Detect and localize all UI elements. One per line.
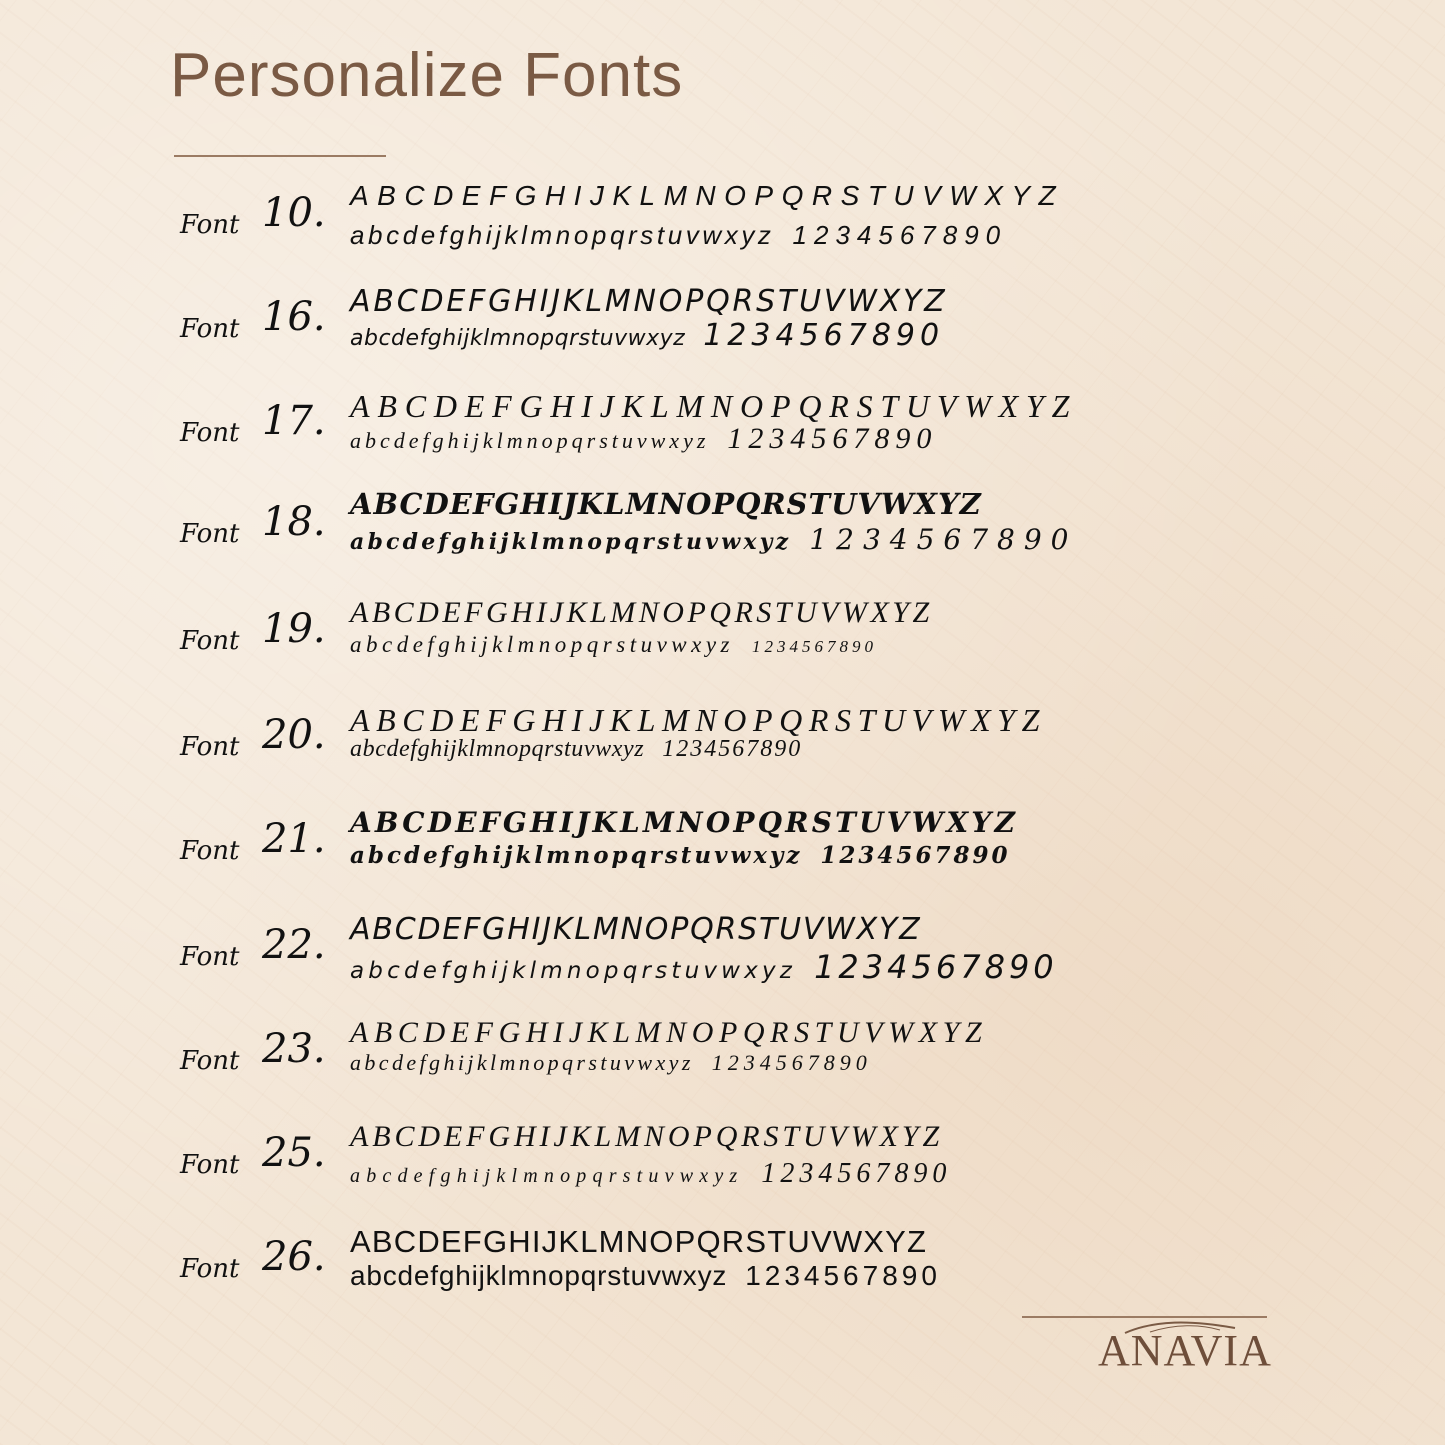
uppercase-sample: ABCDEFGHIJKLMNOPQRSTUVWXYZ [350,806,1019,839]
font-row-23 [0,1016,1445,1116]
font-label [180,922,340,982]
font-number: 10. [262,190,326,236]
font-row-18 [0,487,1445,587]
digits-sample: 1234567890 [820,842,1011,869]
font-word: Font [180,1046,240,1076]
font-row-20 [0,702,1445,802]
digits-sample: 1234567890 [727,422,938,455]
lowercase-sample: abcdefghijklmnopqrstuvwxyz [350,1260,728,1291]
digits-sample: 1234567890 [792,220,1008,250]
lowercase-digits-sample [350,842,1010,869]
lowercase-digits-sample [350,422,937,456]
uppercase-sample: ABCDEFGHIJKLMNOPQRSTUVWXYZ [350,702,1047,738]
uppercase-sample: ABCDEFGHIJKLMNOPQRSTUVWXYZ [350,388,1078,424]
lowercase-digits-sample [350,1260,941,1292]
lowercase-digits-sample [350,318,944,353]
brand-logo: ANAVIA [1098,1326,1272,1375]
lowercase-digits-sample [350,632,877,658]
font-row-26 [0,1224,1445,1324]
font-number: 21. [262,816,326,862]
lowercase-sample: abcdefghijklmnopqrstuvwxyz [350,326,686,351]
font-number: 17. [262,398,326,444]
digits-sample: 1234567890 [752,637,878,656]
uppercase-sample: ABCDEFGHIJKLMNOPQRSTUVWXYZ [350,1120,944,1153]
font-label [180,712,340,772]
font-number: 20. [262,712,326,758]
font-row-10 [0,180,1445,280]
font-number: 19. [262,606,326,652]
font-number: 22. [262,922,326,968]
font-number: 16. [262,294,326,340]
font-word: Font [180,732,240,762]
digits-sample: 1234567890 [703,318,945,353]
font-row-21 [0,806,1445,906]
lowercase-sample: abcdefghijklmnopqrstuvwxyz [350,632,735,657]
lowercase-sample: abcdefghijklmnopqrstuvwxyz [350,1165,744,1187]
lowercase-sample: abcdefghijklmnopqrstuvwxyz [350,842,803,869]
font-word: Font [180,519,240,549]
digits-sample: 1234567890 [745,1260,941,1291]
font-number: 18. [262,499,326,545]
lowercase-digits-sample [350,220,1007,251]
font-number: 26. [262,1234,326,1280]
font-row-19 [0,596,1445,696]
font-row-22 [0,912,1445,1012]
uppercase-sample: ABCDEFGHIJKLMNOPQRSTUVWXYZ [350,487,982,521]
font-label [180,816,340,876]
font-word: Font [180,626,240,656]
lowercase-sample: abcdefghijklmnopqrstuvwxyz [350,529,792,555]
lowercase-sample: abcdefghijklmnopqrstuvwxyz [350,428,710,453]
font-word: Font [180,1254,240,1284]
font-word: Font [180,836,240,866]
lowercase-digits-sample [350,1158,951,1190]
uppercase-sample: ABCDEFGHIJKLMNOPQRSTUVWXYZ [350,1224,928,1259]
lowercase-sample: abcdefghijklmnopqrstuvwxyz [350,1050,694,1075]
digits-sample: 1234567890 [761,1158,952,1189]
font-row-25 [0,1120,1445,1220]
digits-sample: 1234567890 [809,523,1078,556]
lowercase-digits-sample [350,948,1058,986]
uppercase-sample: ABCDEFGHIJKLMNOPQRSTUVWXYZ [350,912,922,947]
uppercase-sample: ABCDEFGHIJKLMNOPQRSTUVWXYZ [350,596,933,629]
lowercase-digits-sample [350,1050,872,1076]
lowercase-digits-sample [350,736,802,763]
font-word: Font [180,418,240,448]
font-label [180,1026,340,1086]
font-label [180,1234,340,1294]
page-title: Personalize Fonts [170,41,684,110]
digits-sample: 1234567890 [814,948,1058,986]
lowercase-sample: abcdefghijklmnopqrstuvwxyz [350,736,645,762]
uppercase-sample: ABCDEFGHIJKLMNOPQRSTUVWXYZ [350,180,1065,211]
font-label [180,294,340,354]
font-label [180,1130,340,1190]
font-word: Font [180,314,240,344]
font-row-17 [0,388,1445,488]
font-number: 23. [262,1026,326,1072]
lowercase-sample: abcdefghijklmnopqrstuvwxyz [350,220,775,250]
digits-sample: 1234567890 [711,1050,872,1075]
font-number: 25. [262,1130,326,1176]
uppercase-sample: ABCDEFGHIJKLMNOPQRSTUVWXYZ [350,284,948,319]
font-label [180,499,340,559]
font-label [180,190,340,250]
font-label [180,606,340,666]
lowercase-digits-sample [350,523,1078,556]
font-word: Font [180,1150,240,1180]
digits-sample: 1234567890 [662,736,803,762]
font-label [180,398,340,458]
lowercase-sample: abcdefghijklmnopqrstuvwxyz [350,958,797,984]
uppercase-sample: ABCDEFGHIJKLMNOPQRSTUVWXYZ [350,1016,988,1049]
font-word: Font [180,210,240,240]
font-row-16 [0,284,1445,384]
font-word: Font [180,942,240,972]
